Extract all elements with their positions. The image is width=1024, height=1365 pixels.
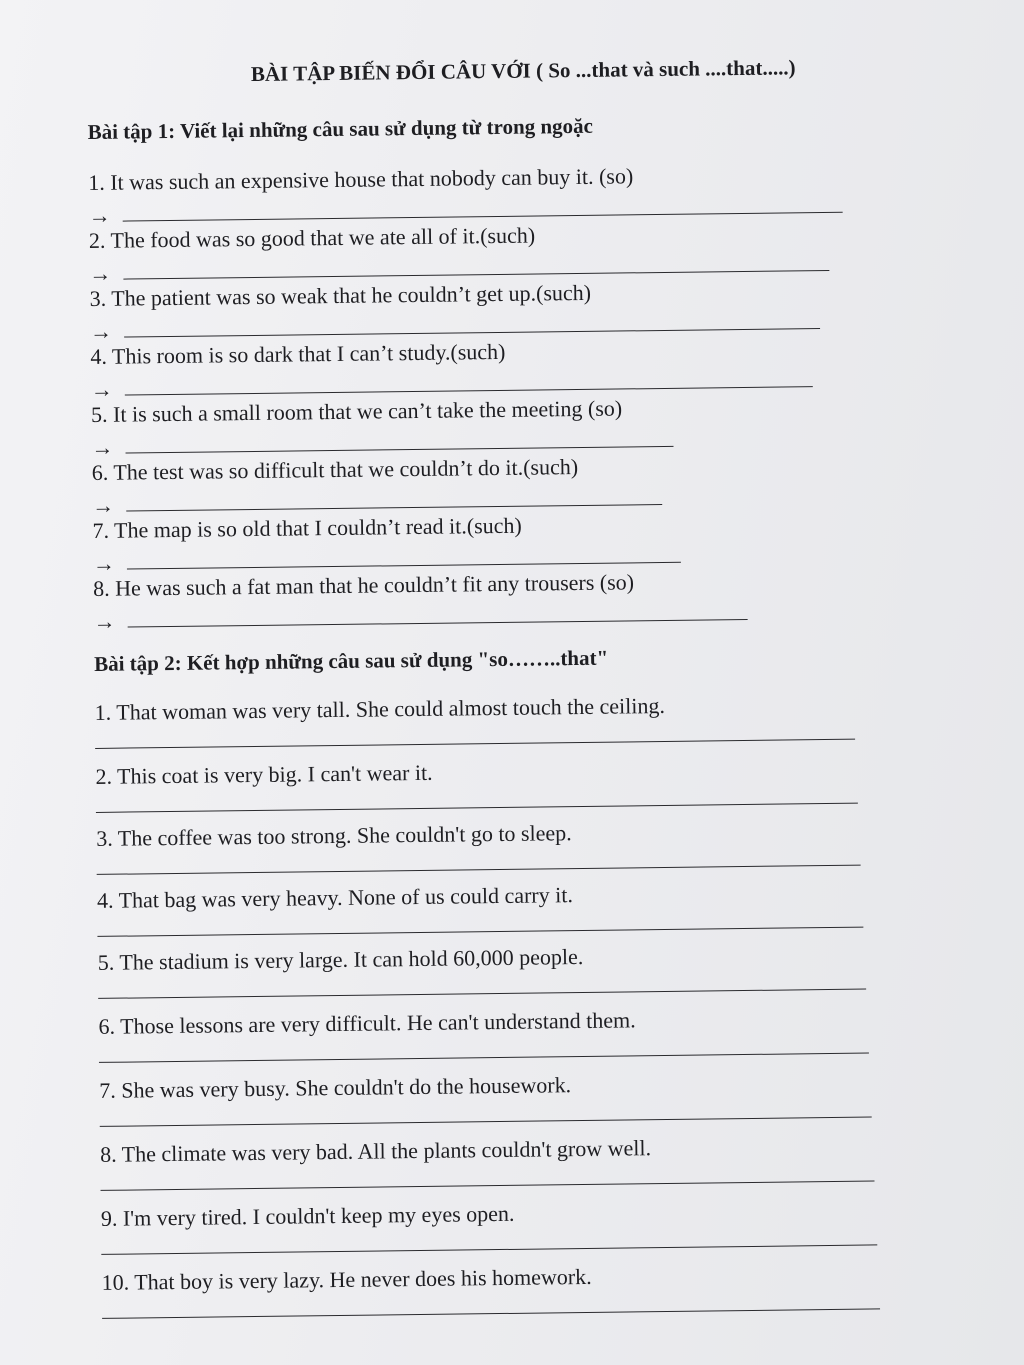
exercise-1-answer-line-1[interactable] [123, 212, 843, 222]
exercise-1-answer-line-6[interactable] [126, 504, 662, 512]
exercise-2-question-3: 3. The coffee was too strong. She couldn't go to sleep. [96, 820, 572, 851]
worksheet-title: BÀI TẬP BIẾN ĐỔI CÂU VỚI ( So ...that và such ....that.....) [250, 55, 796, 86]
exercise-1-question-7: 7. The map is so old that I couldn’t read it.(such) [92, 512, 522, 543]
exercise-1-answer-line-3[interactable] [124, 328, 820, 338]
exercise-2-question-2: 2. This coat is very big. I can't wear it. [95, 759, 433, 789]
exercise-2-question-7: 7. She was very busy. She couldn't do the housework. [99, 1072, 572, 1103]
exercise-2-answer-line-7[interactable] [100, 1116, 872, 1126]
exercise-2-answer-line-8[interactable] [101, 1180, 875, 1190]
exercise-2-answer-line-10[interactable] [102, 1308, 880, 1319]
exercise-1-arrow-7: → [92, 550, 116, 576]
exercise-1-question-3: 3. The patient was so weak that he couldn’t get up.(such) [89, 279, 592, 311]
exercise-2-heading: Bài tập 2: Kết hợp những câu sau sử dụng "so……..that" [93, 645, 609, 676]
exercise-2-answer-line-1[interactable] [95, 739, 855, 749]
exercise-2-answer-line-6[interactable] [99, 1053, 869, 1063]
exercise-2-question-1: 1. That woman was very tall. She could almost touch the ceiling. [94, 692, 666, 725]
exercise-2-question-9: 9. I'm very tired. I couldn't keep my eyes open. [100, 1200, 515, 1231]
exercise-1-question-2: 2. The food was so good that we ate all of it.(such) [88, 222, 536, 253]
exercise-1-arrow-6: → [92, 492, 115, 518]
exercise-1-answer-line-8[interactable] [128, 619, 748, 628]
exercise-2-answer-line-9[interactable] [101, 1244, 877, 1254]
exercise-1-answer-line-5[interactable] [126, 446, 674, 454]
exercise-1-arrow-8: → [93, 608, 116, 634]
exercise-1-answer-line-7[interactable] [127, 562, 681, 570]
exercise-2-answer-line-5[interactable] [98, 989, 866, 999]
exercise-1-question-4: 4. This room is so dark that I can’t study.(such) [90, 338, 506, 369]
exercise-2-answer-line-2[interactable] [96, 803, 858, 813]
exercise-1-answer-line-4[interactable] [125, 386, 813, 395]
exercise-2-question-10: 10. That boy is very lazy. He never does his homework. [101, 1263, 592, 1295]
exercise-1-arrow-3: → [89, 318, 113, 344]
exercise-1-question-8: 8. He was such a fat man that he couldn’t fit any trousers (so) [93, 569, 635, 601]
exercise-1-answer-line-2[interactable] [123, 270, 829, 280]
exercise-2-question-5: 5. The stadium is very large. It can hold 60,000 people. [97, 943, 584, 975]
exercise-2-answer-line-4[interactable] [97, 927, 863, 937]
exercise-1-arrow-2: → [89, 260, 112, 286]
exercise-1-arrow-4: → [90, 376, 113, 402]
exercise-2-question-6: 6. Those lessons are very difficult. He can't understand them. [98, 1007, 636, 1039]
exercise-1-question-1: 1. It was such an expensive house that nobody can buy it. (so) [88, 163, 634, 195]
exercise-1-arrow-1: → [88, 202, 111, 228]
exercise-1-arrow-5: → [91, 434, 114, 460]
exercise-1-heading: Bài tập 1: Viết lại những câu sau sử dụng từ trong ngoặc [87, 113, 594, 144]
exercise-1-question-6: 6. The test was so difficult that we couldn’t do it.(such) [91, 454, 579, 485]
exercise-2-question-4: 4. That bag was very heavy. None of us could carry it. [96, 882, 574, 913]
exercise-2-question-8: 8. The climate was very bad. All the plants couldn't grow well. [99, 1135, 652, 1167]
exercise-2-answer-line-3[interactable] [97, 865, 861, 875]
exercise-1-question-5: 5. It is such a small room that we can’t take the meeting (so) [90, 395, 623, 427]
